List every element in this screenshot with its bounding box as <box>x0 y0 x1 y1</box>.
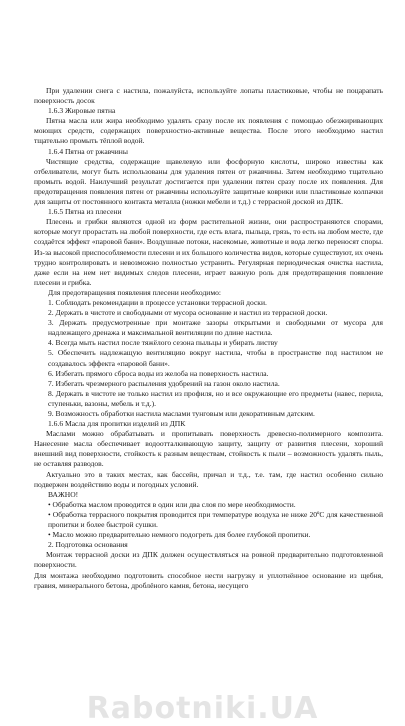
section-heading: 1.6.4 Пятна от ржавчины <box>48 146 128 156</box>
list-item: 7. Избегать чрезмерного распыления удобрений на газон около настила. <box>48 378 280 388</box>
list-item: 4. Всегда мыть настил после тяжёлого сезона пыльцы и убирать листву <box>48 338 278 348</box>
list-item: 3. Держать предусмотренные при монтаже зазоры открытыми и свободными от мусора для надлежащего дренажа и максимальной вентиляции по длине настила. <box>48 318 383 338</box>
section-heading: ВАЖНО! <box>48 489 79 499</box>
watermark: Rabotniki.UA <box>86 690 319 726</box>
paragraph: Пятна масла или жира необходимо удалять сразу после их появления с помощью обезжиривающих моющих средств, содержащих поверхностно-активные вещества. После этого необходимо настил тщательно промыть тёплой водой. <box>34 116 383 146</box>
paragraph: Плесень и грибки являются одной из форм растительной жизни, они распространяются спорами, которые могут прорастать на любой поверхности, где есть влага, пыльца, грязь, то есть на любом месте, где создаётся эффект «паровой бани». Воздушные потоки, насекомые, животные и вода легко переносят споры. Из-за высокой приспособляемости плесени и их большого количества видов, которые существуют, их очень трудно контролировать и невозможно полностью устранить. Регулярная периодическая очистка настила, даже если на нем нет видимых следов плесени, играет важную роль для предотвращения появление плесени и грибка. <box>34 217 383 287</box>
bullet-item: • Обработка маслом проводится в один или два слоя по мере необходимости. <box>48 499 296 509</box>
list-item: 2. Держать в чистоте и свободными от мусора основание и настил из террасной доски. <box>48 308 328 318</box>
list-item: 6. Избегать прямого сброса воды из желоба на поверхность настила. <box>48 368 269 378</box>
section-heading: Для предотвращения появления плесени необходимо: <box>48 287 221 297</box>
document-body <box>34 86 383 591</box>
list-item: 1. Соблюдать рекомендации в процессе установки террасной доски. <box>48 297 267 307</box>
section-heading: 1.6.5 Пятна из плесени <box>48 207 122 217</box>
bullet-item: • Масло можно предварительно немного подогреть для более глубокой пропитки. <box>48 530 311 540</box>
paragraph: Маслами можно обрабатывать и пропитывать поверхность древесно-полимерного композита. Нанесение масла обеспечивает водоотталкивающую защиту, защиту от развития плесени, хороший внешний вид поверхности, стойкость к разным веществам, стойкость к пыли – возможность удалять пыль, не оставляя разводов. <box>34 429 383 469</box>
list-item: 9. Возможность обработки настила маслами тунговым или декоративным датским. <box>48 409 315 418</box>
paragraph: Монтаж террасной доски из ДПК должен осуществляться на ровной предварительно подготовленной поверхности. <box>34 550 383 570</box>
paragraph: При удалении снега с настила, пожалуйста, используйте лопаты пластиковые, чтобы не поцарапать поверхность досок <box>34 86 383 106</box>
list-item: 5. Обеспечить надлежащую вентиляцию вокруг настила, чтобы в пространстве под настилом не создавалось эффекта «паровой бани». <box>48 348 383 368</box>
section-heading: 2. Подготовка основания <box>48 540 128 550</box>
list-item: 8. Держать в чистоте не только настил из профиля, но и все окружающие его предметы (навес, перила, ступеньки, вазоны, мебель и т.д.). <box>48 388 383 408</box>
bullet-item: • Обработка террасного покрытия проводится при температуре воздуха не ниже 20ºС для качественной пропитки и более быстрой сушки. <box>48 509 383 530</box>
paragraph: Чистящие средства, содержащие щавелевую или фосфорную кислоты, широко известны как отбеливатели, могут быть использованы для удаления пятен от ржавчины. Затем необходимо тщательно промыть водой. Наилучший результат достигается при удалении пятен сразу после их появления. Для предотвращения появления пятен от ржавчины используйте защитные коврики или пластиковые колпачки для защиты от постоянного контакта металла (ножки мебели и т.д.) с террасной доской из ДПК. <box>34 156 383 207</box>
paragraph: Актуально это в таких местах, как бассейн, причал и т.д., т.е. там, где настил особенно сильно подвержен воздействию воды и погодных условий. <box>34 469 383 489</box>
paragraph: Для монтажа необходимо подготовить способное нести нагрузку и уплотнённое основание из щебня, гравия, минерального бетона, дроблёного камня, бетона, несущего <box>34 570 383 590</box>
section-heading: 1.6.3 Жировые пятна <box>48 106 116 116</box>
section-heading: 1.6.6 Масла для пропитки изделий из ДПК <box>48 419 186 429</box>
